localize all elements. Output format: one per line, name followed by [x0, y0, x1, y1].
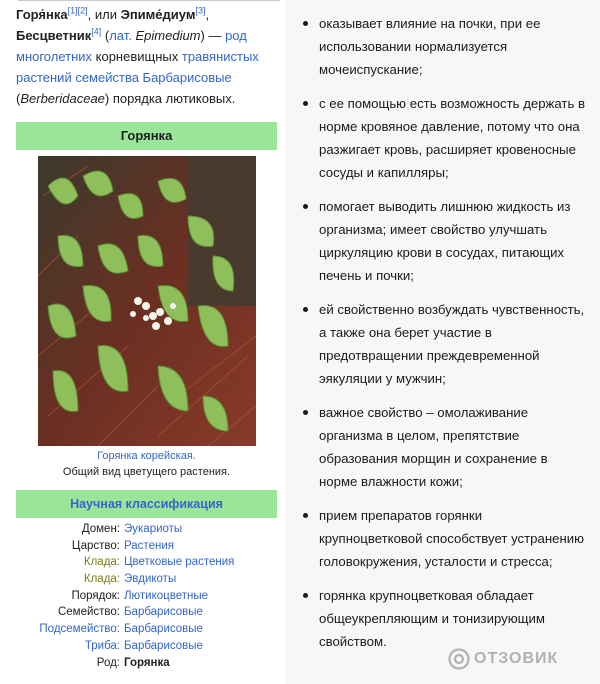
list-item-text: горянка крупноцветковая обладает общеукрепляющим и тонизирующим свойством.: [319, 588, 545, 649]
rank-value-link[interactable]: Барбарисовые: [124, 639, 203, 652]
bullet-dot: [303, 593, 308, 598]
intro-text: (: [16, 91, 21, 106]
rank-label: Семейство:: [57, 606, 120, 619]
list-item: [285, 195, 585, 287]
list-item-text: помогает выводить лишнюю жидкость из организма; имеет свойство улучшать циркуляцию крови в сосудах, питающих печень и почки;: [319, 199, 571, 283]
rank-label: Домен:: [81, 523, 120, 535]
family-latin: Berberidaceae: [20, 91, 105, 106]
list-item-text: с ее помощью есть возможность держать в норме кровяное давление, потому что она разжигает кровь, расширяет кровеносные сосуды и капилляры;: [319, 96, 586, 180]
herbaceous-link[interactable]: травянистых растений: [16, 49, 259, 85]
classification-row: [16, 538, 277, 555]
otzovik-logo-icon: [448, 648, 470, 670]
perennial-link[interactable]: многолетних: [16, 49, 93, 64]
rank-label[interactable]: Клада:: [83, 573, 120, 586]
intro-text: ) порядка лютиковых.: [104, 91, 236, 106]
rank-label: Царство:: [71, 539, 120, 552]
rank-label[interactable]: Триба:: [84, 639, 120, 652]
bullet-dot: [303, 513, 308, 518]
term-goryanka: Горя́нка: [16, 7, 68, 22]
intro-text: ) —: [200, 28, 226, 43]
ref-3[interactable]: [3]: [195, 5, 206, 16]
term-epimedium: Эпиме́диум: [120, 7, 196, 22]
list-item: [285, 12, 585, 81]
bullet-dot: [303, 101, 308, 106]
taxobox: [16, 122, 277, 671]
classification-row: [16, 554, 277, 571]
plant-photo-illustration: [38, 156, 256, 446]
list-item: [285, 298, 585, 390]
classification-row: [16, 621, 277, 638]
classification-table: [16, 521, 277, 671]
list-item: [285, 504, 585, 573]
bullet-dot: [303, 410, 308, 415]
rank-value-link[interactable]: Растения: [124, 539, 174, 552]
bullet-dot: [303, 307, 308, 312]
rank-label[interactable]: Клада:: [83, 556, 120, 569]
intro-text: (: [101, 28, 110, 43]
list-item: [285, 584, 585, 653]
rank-value-link[interactable]: Барбарисовые: [124, 606, 203, 619]
family-link[interactable]: семейства Барбарисовые: [75, 70, 232, 85]
classification-row: [16, 604, 277, 621]
classification-row: [16, 638, 277, 655]
lat-link[interactable]: лат.: [109, 28, 132, 43]
classification-row: [16, 655, 277, 672]
classification-row: [16, 571, 277, 588]
list-item-text: прием препаратов горянки крупноцветковой способствует устранению головокружения, усталости и стресса;: [319, 508, 584, 569]
taxobox-title: Горянка: [16, 122, 277, 150]
intro-comma: ,: [205, 7, 210, 22]
classification-header[interactable]: Научная классификация: [16, 490, 277, 518]
otzovik-watermark: [448, 646, 558, 672]
ref-1-2[interactable]: [1][2]: [67, 5, 88, 16]
list-item-text: ей свойственно возбуждать чувственность, а также она берет участие в предотвращении преждевременной эякуляции у мужчин;: [319, 302, 585, 386]
latin-name: Epimedium: [135, 28, 201, 43]
intro-text: , или: [87, 7, 121, 22]
list-item-text: оказывает влияние на почки, при ее использовании нормализуется мочеиспускание;: [319, 16, 541, 77]
wiki-article-panel: [0, 0, 284, 684]
rank-value-link[interactable]: Эукариоты: [124, 523, 183, 535]
term-bestsvetnik: Бесцветник: [16, 28, 92, 43]
top-divider: [18, 0, 280, 1]
intro-text: корневищных: [92, 49, 182, 64]
classification-row: [16, 588, 277, 605]
rank-value-link[interactable]: Барбарисовые: [124, 623, 203, 636]
rank-label[interactable]: Подсемейство:: [39, 623, 120, 636]
article-intro: [16, 4, 278, 109]
classification-row: [16, 521, 277, 538]
ref-4[interactable]: [4]: [91, 26, 102, 37]
caption-species-link[interactable]: Горянка корейская.: [97, 450, 196, 462]
rank-value-link[interactable]: Цветковые растения: [124, 556, 235, 569]
plant-photo[interactable]: [38, 156, 256, 446]
caption-description: Общий вид цветущего растения.: [62, 466, 231, 478]
watermark-text: ОТЗОВИК: [474, 650, 559, 667]
bullet-dot: [303, 204, 308, 209]
rank-label: Порядок:: [71, 589, 120, 602]
properties-panel: [285, 0, 600, 684]
list-item-text: важное свойство – омолаживание организма в целом, препятствие образования морщин и сохранение в норме влажности кожи;: [319, 405, 548, 489]
list-item: [285, 401, 585, 493]
genus-link[interactable]: род: [225, 28, 247, 43]
rank-value-link[interactable]: Эвдикоты: [124, 573, 177, 586]
properties-list: [285, 12, 585, 664]
bullet-dot: [303, 21, 308, 26]
rank-label: Род:: [96, 656, 120, 669]
photo-caption: [16, 448, 277, 480]
rank-value: Горянка: [124, 656, 170, 669]
rank-value-link[interactable]: Лютикоцветные: [124, 589, 209, 602]
list-item: [285, 92, 585, 184]
